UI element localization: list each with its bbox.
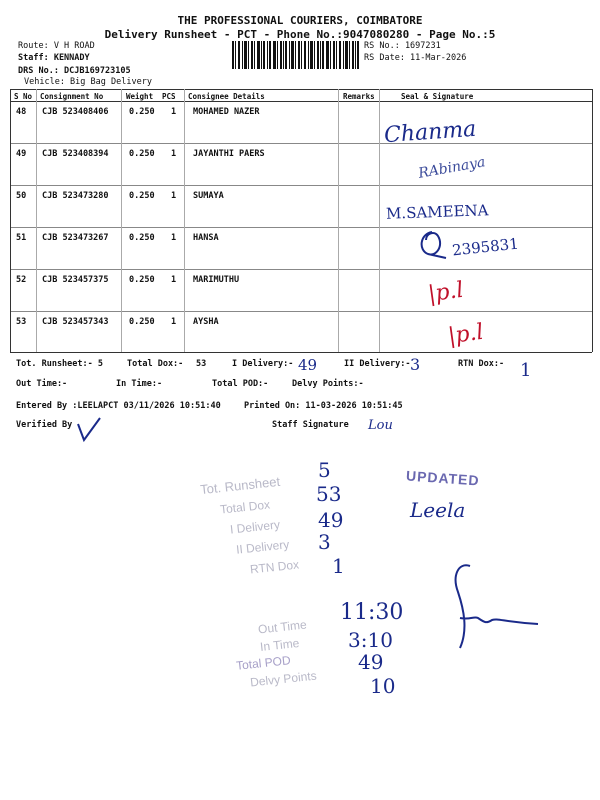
row-consignment: CJB 523408394 — [42, 149, 109, 159]
vehicle-label: Vehicle: Big Bag Delivery — [24, 77, 152, 87]
col-divider — [36, 89, 37, 352]
row-weight: 0.250 — [129, 233, 155, 243]
rs-number: RS No.: 1697231 — [364, 41, 441, 51]
row-pcs: 1 — [171, 149, 177, 159]
row-sno: 52 — [16, 275, 27, 285]
row-sno: 49 — [16, 149, 27, 159]
row-weight: 0.250 — [129, 275, 155, 285]
col-header-pcs: PCS — [162, 92, 176, 101]
faint-imprint: Total POD — [235, 653, 292, 673]
tally-total-dox: 53 — [316, 482, 342, 506]
total-pod-label: Total POD:- — [212, 379, 269, 389]
col-header-sno: S No — [14, 92, 33, 101]
row-weight: 0.250 — [129, 317, 155, 327]
row-weight: 0.250 — [129, 149, 155, 159]
col-divider — [121, 89, 122, 352]
col-header-seal-signature: Seal & Signature — [401, 92, 474, 101]
handwritten-total-pod: 49 — [358, 650, 384, 674]
verified-by-checkmark — [74, 414, 104, 444]
entered-by: Entered By :LEELAPCT 03/11/2026 10:51:40 — [16, 401, 221, 411]
row-pcs: 1 — [171, 191, 177, 201]
faint-imprint: Total Dox — [219, 497, 271, 517]
signature-row-49b: RAbinaya — [417, 154, 487, 182]
signature-row-52: |p.l — [426, 277, 466, 308]
signature-row-49: Chanma — [383, 116, 478, 149]
signature-row-51: 2395831 — [451, 234, 520, 260]
delvy-points-label: Delvy Points:- — [292, 379, 364, 389]
row-sno: 50 — [16, 191, 27, 201]
row-divider — [10, 227, 592, 228]
faint-imprint: Out Time — [257, 617, 308, 637]
signature-mark-51 — [414, 228, 454, 262]
staff-signature-label: Staff Signature — [272, 420, 349, 430]
tally-ii-delivery: 3 — [318, 530, 331, 554]
ii-delivery-value: 3 — [410, 355, 421, 374]
row-divider — [10, 143, 592, 144]
faint-imprint: Tot. Runsheet — [199, 473, 281, 498]
row-consignment: CJB 523457375 — [42, 275, 109, 285]
col-divider — [184, 89, 185, 352]
row-consignment: CJB 523457343 — [42, 317, 109, 327]
row-consignee: JAYANTHI PAERS — [193, 149, 265, 159]
row-sno: 48 — [16, 107, 27, 117]
rtn-dox-value: 1 — [520, 360, 532, 381]
i-delivery-label: I Delivery:- — [232, 359, 294, 369]
row-pcs: 1 — [171, 233, 177, 243]
table-bottom-border — [10, 352, 592, 353]
faint-imprint: I Delivery — [229, 517, 281, 537]
drs-number: DRS No.: DCJB169723105 — [18, 66, 131, 76]
runsheet-subtitle: Delivery Runsheet - PCT - Phone No.:9047080280 - Page No.:5 — [104, 28, 496, 41]
company-title: THE PROFESSIONAL COURIERS, COIMBATORE — [177, 14, 423, 27]
tot-runsheet: Tot. Runsheet:- 5 — [16, 359, 103, 369]
rtn-dox-label: RTN Dox:- — [458, 359, 505, 369]
col-header-consignment: Consignment No — [40, 92, 104, 101]
barcode — [232, 41, 360, 69]
updated-stamp: UPDATED — [405, 467, 481, 489]
row-divider — [10, 185, 592, 186]
row-sno: 51 — [16, 233, 27, 243]
tally-i-delivery: 49 — [318, 508, 344, 532]
faint-imprint: Delvy Points — [249, 668, 318, 690]
in-time-label: In Time:- — [116, 379, 163, 389]
faint-imprint: RTN Dox — [249, 557, 300, 577]
verified-by-label: Verified By — [16, 420, 73, 430]
total-dox-value: 53 — [196, 359, 207, 369]
i-delivery-value: 49 — [298, 356, 318, 374]
row-consignee: SUMAYA — [193, 191, 224, 201]
route-label: Route: V H ROAD — [18, 41, 95, 51]
row-pcs: 1 — [171, 107, 177, 117]
stamp-signature: Leela — [410, 498, 466, 522]
col-header-weight: Weight — [126, 92, 154, 101]
col-header-consignee: Consignee Details — [188, 92, 265, 101]
printed-on: Printed On: 11-03-2026 10:51:45 — [244, 401, 403, 411]
row-pcs: 1 — [171, 317, 177, 327]
rs-date: RS Date: 11-Mar-2026 — [364, 53, 467, 63]
row-consignee: MARIMUTHU — [193, 275, 240, 285]
signature-row-50: M.SAMEENA — [385, 201, 489, 223]
row-consignee: AYSHA — [193, 317, 219, 327]
table-top-border — [10, 89, 592, 90]
row-weight: 0.250 — [129, 107, 155, 117]
row-sno: 53 — [16, 317, 27, 327]
handwritten-in-time: 3:10 — [348, 628, 393, 652]
ii-delivery-label: II Delivery:- — [344, 359, 411, 369]
row-consignment: CJB 523473267 — [42, 233, 109, 243]
col-divider — [379, 89, 380, 352]
row-pcs: 1 — [171, 275, 177, 285]
staff-signature-value: Lou — [368, 418, 393, 433]
faint-imprint: II Delivery — [235, 537, 290, 557]
row-consignment: CJB 523408406 — [42, 107, 109, 117]
row-consignee: HANSA — [193, 233, 219, 243]
signature-row-53: |p.l — [446, 319, 486, 350]
col-header-remarks: Remarks — [343, 92, 375, 101]
tally-rtn: 1 — [332, 554, 345, 578]
staff-label: Staff: KENNADY — [18, 53, 90, 63]
large-signature — [440, 558, 550, 658]
handwritten-out-time: 11:30 — [340, 600, 404, 625]
row-divider — [10, 311, 592, 312]
row-consignment: CJB 523473280 — [42, 191, 109, 201]
tally-runsheet: 5 — [318, 458, 331, 482]
total-dox-label: Total Dox:- — [127, 359, 184, 369]
col-divider — [592, 89, 593, 352]
col-divider — [338, 89, 339, 352]
table-header-border — [10, 101, 592, 102]
out-time-label: Out Time:- — [16, 379, 68, 389]
handwritten-delvy-points: 10 — [370, 674, 396, 698]
col-divider — [10, 89, 11, 352]
row-consignee: MOHAMED NAZER — [193, 107, 260, 117]
row-weight: 0.250 — [129, 191, 155, 201]
faint-imprint: In Time — [259, 635, 300, 655]
row-divider — [10, 269, 592, 270]
